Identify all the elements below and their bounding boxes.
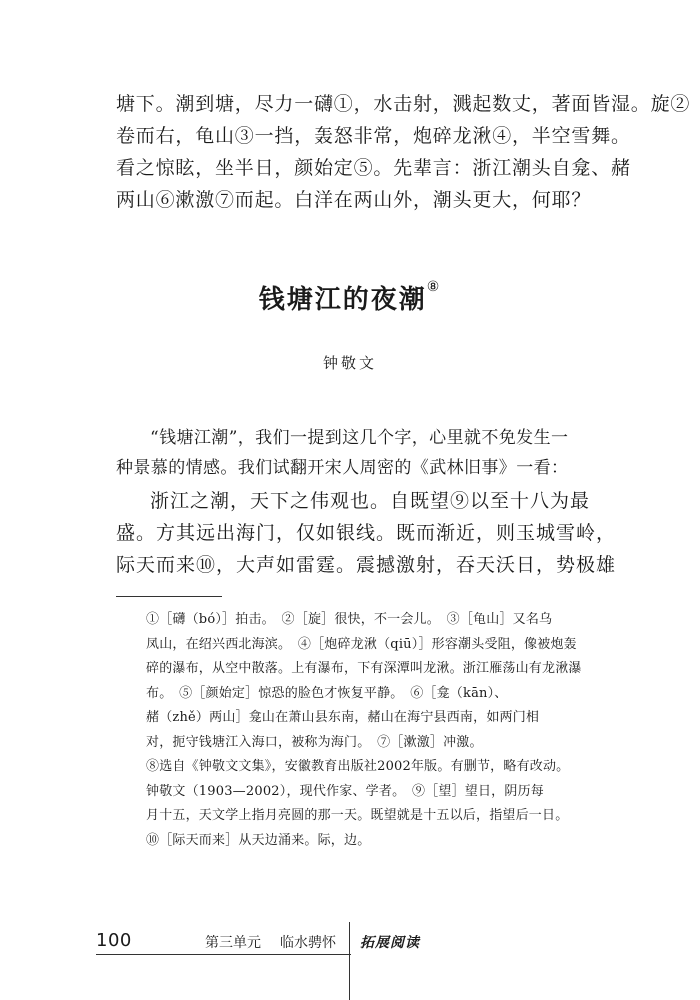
intro-paragraph xyxy=(116,423,596,483)
footnote-line: 月十五，天文学上指月亮圆的那一天。既望就是十五以后，指望后一日。 xyxy=(146,808,569,823)
quote-line: 看之惊眩，坐半日，颜始定⑤。先辈言：浙江潮头自龛、赭 xyxy=(116,157,631,179)
quote-line: 两山⑥漱激⑦而起。白洋在两山外，潮头更大，何耶？ xyxy=(116,189,592,211)
article-title-text: 钱塘江的夜潮 xyxy=(258,285,427,315)
footnote-line: 赭（zhě）两山］龛山在萧山县东南，赭山在海宁县西南，如两门相 xyxy=(146,710,540,725)
page-number: 100 xyxy=(96,930,132,951)
footnotes xyxy=(146,608,596,853)
quote-line: 际天而来⑩，大声如雷霆。震撼激射，吞天沃日，势极雄 xyxy=(116,554,617,576)
body-line: “钱塘江潮”，我们一提到这几个字，心里就不免发生一 xyxy=(150,428,569,448)
unit-name: 临水骋怀 xyxy=(280,935,336,951)
article-author: 钟敬文 xyxy=(322,354,377,372)
footnote-divider xyxy=(116,596,222,597)
section-tag: 拓展阅读 xyxy=(360,935,420,951)
footnote-line: 凤山，在绍兴西北海滨。 ④［炮碎龙湫（qiū）］形容潮头受阻，像被炮轰 xyxy=(146,636,577,652)
footnote-line: ①［礴（bó）］拍击。 ②［旋］很快，不一会儿。 ③［龟山］又名乌 xyxy=(146,612,553,627)
wulin-quote-block xyxy=(116,485,617,581)
continued-quote-block xyxy=(116,88,691,216)
quote-line: 盛。方其远出海门，仅如银线。既而渐近，则玉城雪岭， xyxy=(116,522,617,544)
title-footnote-marker: ⑧ xyxy=(426,279,442,295)
footnote-line: 碎的瀑布，从空中散落。上有瀑布，下有深潭叫龙湫。浙江雁荡山有龙湫瀑 xyxy=(146,661,582,676)
footnote-line: ⑩［际天而来］从天边涌来。际，边。 xyxy=(146,832,371,848)
unit-label: 第三单元 xyxy=(205,935,261,951)
page-footer xyxy=(0,918,700,1000)
footnote-line: 对，扼守钱塘江入海口，被称为海门。 ⑦［漱激］冲激。 xyxy=(146,734,483,750)
quote-line: 卷而右，龟山③一挡，轰怒非常，炮碎龙湫④，半空雪舞。 xyxy=(116,125,631,147)
footer-rule xyxy=(96,954,351,955)
body-line: 种景慕的情感。我们试翻开宋人周密的《武林旧事》一看： xyxy=(116,458,569,478)
footnote-line: 布。 ⑤［颜始定］惊恐的脸色才恢复平静。 ⑥［龛（kān）、 xyxy=(146,685,508,701)
footnote-line: 钟敬文（1903—2002），现代作家、学者。 ⑨［望］望日，阴历每 xyxy=(146,783,544,799)
footer-divider xyxy=(349,922,350,1000)
article-title xyxy=(0,279,700,316)
quote-line: 浙江之潮，天下之伟观也。自既望⑨以至十八为最 xyxy=(150,490,591,512)
footnote-line: ⑧选自《钟敬文文集》，安徽教育出版社2002年版。有删节，略有改动。 xyxy=(146,759,570,774)
quote-line: 塘下。潮到塘，尽力一礴①，水击射，溅起数丈，著面皆湿。旋② xyxy=(116,93,691,115)
